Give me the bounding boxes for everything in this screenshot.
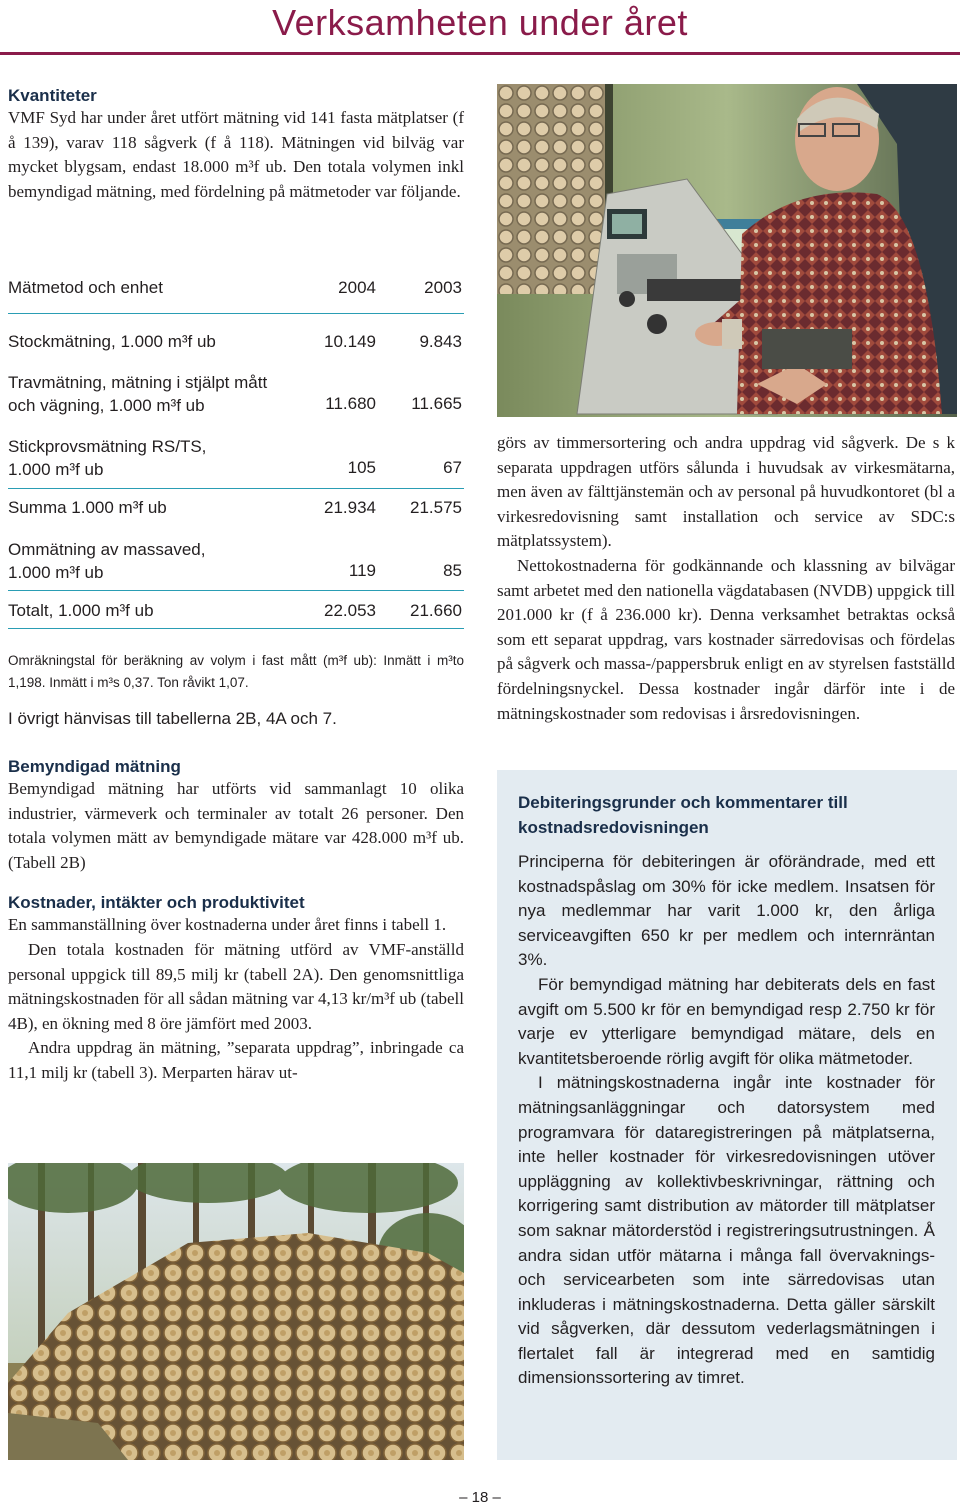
table-row xyxy=(8,371,278,417)
table-header-2004: 2004 xyxy=(338,278,376,297)
bemyndigad-text: Bemyndigad mätning har utförts vid sammanlagt 10 olika industrier, värmeverk och terminaler av totalt 26 personer. Den totala volymen mätt av bemyndigade mätare var 428.000 m³f ub. (Tabell 2B) xyxy=(8,779,464,872)
row-label: Ommätning av massaved, 1.000 m³f ub xyxy=(8,540,206,582)
row-value-2003: 85 xyxy=(443,561,462,580)
operator-photo xyxy=(497,84,957,417)
box-heading: Debiteringsgrunder och kommentarer till kostnadsredovisningen xyxy=(518,793,848,837)
right-column-text xyxy=(497,431,955,726)
table-row xyxy=(8,435,248,481)
table-row xyxy=(8,498,298,518)
row-label: Travmätning, mätning i stjälpt mått och vägning, 1.000 m³f ub xyxy=(8,373,268,415)
kostnader-p1: En sammanställning över kostnaderna under året finns i tabell 1. xyxy=(8,915,447,935)
box-p2: För bemyndigad mätning har debiterats dels en fast avgift om 5.500 kr för en bemyndigad resp 2.750 kr för varje ev ytterligare bemyndigad mätare, dels en kvantitetsberoende rörlig avgift för olika mätmetoder. xyxy=(518,974,935,1068)
row-value-2004: 21.934 xyxy=(324,498,376,517)
kvantiteter-section xyxy=(8,86,464,204)
row-value-2004: 11.680 xyxy=(325,394,376,413)
bemyndigad-heading: Bemyndigad mätning xyxy=(8,757,181,776)
kvantiteter-text: VMF Syd har under året utfört mätning vid 141 fasta mätplatser (f å 139), varav 118 sågverk (f å 118). Mätningen vid bilväg var mycket blygsam, endast 18.000 m³f ub. Den totala volymen inkl bemyndigad mätning, med fördelning på mätmetoder var följande. xyxy=(8,108,464,201)
row-value-2004: 22.053 xyxy=(324,601,376,620)
kostnader-heading: Kostnader, intäkter och produktivitet xyxy=(8,893,305,913)
row-value-2003: 9.843 xyxy=(419,332,462,351)
right-p1: görs av timmersortering och andra uppdrag vid sågverk. De s k separata uppdragen utförs sålunda i huvudsak av virkesmätarna, men även av fälttjänstemän och av personal på huvudkontoret (bl a virkesredovisning samt installation och service av SDC:s mätplatssystem). xyxy=(497,433,955,551)
right-p2: Nettokostnaderna för godkännande och klassning av bilvägar samt arbetet med den nationella vägdatabasen (NVDB) uppgick till 201.000 kr (f å 236.000 kr). Denna verksamhet betraktas också som ett separat uppdrag, vars kostnader särredovisas och fördelas på sågverk och massa-/pappersbruk enligt en av styrelsen fastställd fördelningsnyckel. Dessa kostnader ingår därför inte i de mätningskostnader som redovisas i årsredovisningen. xyxy=(497,555,955,723)
log-pile-photo xyxy=(8,1163,464,1460)
row-value-2004: 105 xyxy=(347,458,376,477)
table-row xyxy=(8,538,248,584)
row-value-2003: 21.660 xyxy=(410,601,462,620)
row-label: Stickprovsmätning RS/TS, 1.000 m³f ub xyxy=(8,437,207,479)
row-value-2003: 21.575 xyxy=(410,498,462,517)
table-rule xyxy=(8,590,464,591)
row-label: Summa 1.000 m³f ub xyxy=(8,498,167,517)
table-row xyxy=(8,332,298,352)
kostnader-p2: Den totala kostnaden för mätning utförd av VMF-anställd personal uppgick till 89,5 milj kr (tabell 2A). Den genomsnittliga mätningskostnaden för all sådan mätning var 4,13 kr/m³f ub (tabell 4B), en ökning med 8 öre jämfört med 2003. xyxy=(8,939,464,1033)
table-header-label: Mätmetod och enhet xyxy=(8,278,163,297)
conversion-note: Omräkningstal för beräkning av volym i fast mått (m³f ub): Inmätt i m³to 1,198. Inmätt i m³s 0,37. Ton råvikt 1,07. xyxy=(8,653,464,690)
debitering-box xyxy=(497,770,957,1460)
table-header xyxy=(8,278,464,298)
row-value-2004: 10.149 xyxy=(324,332,376,351)
table-header-2003: 2003 xyxy=(424,278,462,297)
row-label: Totalt, 1.000 m³f ub xyxy=(8,601,154,620)
box-p1: Principerna för debiteringen är oförändrade, med ett kostnadspåslag om 30% för icke medlem. Insatsen för nya medlemmar har varit 1.000 kr, den årliga serviceavgiften 650 kr per medlem och internräntan 3%. xyxy=(518,852,935,970)
row-label: Stockmätning, 1.000 m³f ub xyxy=(8,332,216,351)
box-p3: I mätningskostnaderna ingår inte kostnader för mätningsanläggningar och datorsystem med programvara för dataregistreringen på mätplatserna, inte heller kostnader för virkesredovisningen utöver uppläggning av kollektivbeskrivningar, rättning och korrigering samt distribution av mätorder till mätplatser som saknar mätorderstöd i registreringsutrustningen. Å andra sidan utför mätarna i många fall övervaknings- och servicearbeten som inte särredovisas utan inkluderas i mätningskostnaderna. Detta gäller särskilt vid sågverken, där dessutom vederlagsmätningen i flertalet fall är integrerad med en samtidig dimensionssortering av timret. xyxy=(518,1073,935,1388)
row-value-2004: 119 xyxy=(348,561,376,580)
table-rule xyxy=(8,628,464,629)
kostnader-p3: Andra uppdrag än mätning, ”separata uppdrag”, inbringade ca 11,1 milj kr (tabell 3). Merparten härav ut- xyxy=(8,1038,464,1082)
row-value-2003: 67 xyxy=(443,458,462,477)
title-rule xyxy=(0,52,960,55)
table-rule xyxy=(8,313,464,314)
table-rule xyxy=(8,488,464,489)
kvantiteter-heading: Kvantiteter xyxy=(8,86,97,105)
table-reference: I övrigt hänvisas till tabellerna 2B, 4A och 7. xyxy=(8,709,337,728)
table-row xyxy=(8,601,298,621)
row-value-2003: 11.665 xyxy=(411,394,462,413)
page-number: – 18 – xyxy=(459,1489,501,1506)
left-lower-section xyxy=(8,757,464,1086)
page-title: Verksamheten under året xyxy=(272,2,688,43)
